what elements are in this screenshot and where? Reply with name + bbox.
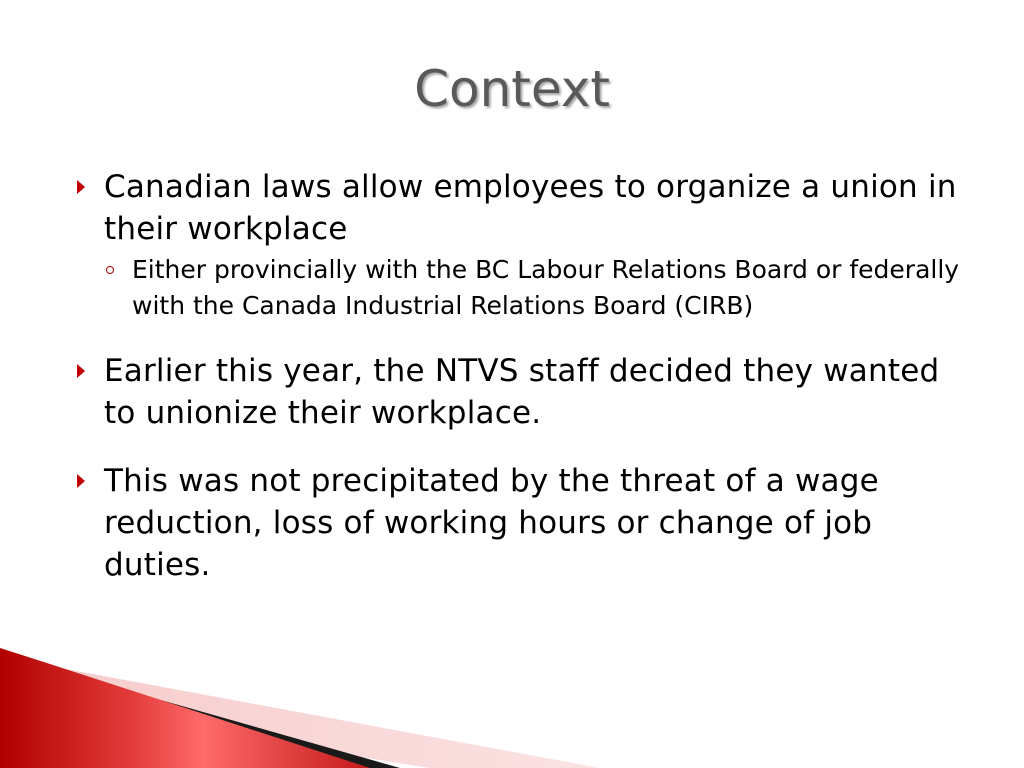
dark-band-shape: [0, 660, 400, 768]
triangle-bullet-icon: [77, 180, 85, 194]
sub-bullet-item: [104, 252, 964, 324]
sub-bullet-text: Either provincially with the BC Labour Relations Board or federally with the Canada Industrial Relations Board (CIRB): [132, 255, 960, 320]
circle-bullet-icon: [106, 266, 114, 274]
pink-band-shape: [0, 668, 600, 768]
triangle-bullet-icon: [77, 474, 85, 488]
slide-content: [74, 166, 964, 586]
red-swoosh-shape: [0, 648, 370, 768]
slide-title: Context: [414, 60, 610, 118]
bullet-text: Earlier this year, the NTVS staff decided they wanted to unionize their workplace.: [104, 353, 940, 431]
triangle-bullet-icon: [77, 364, 85, 378]
bullet-item: [74, 460, 964, 586]
bullet-item: [74, 350, 964, 434]
bullet-item: [74, 166, 964, 250]
bullet-text: Canadian laws allow employees to organize a union in their workplace: [104, 169, 957, 247]
bullet-text: This was not precipitated by the threat of a wage reduction, loss of working hours or change of job duties.: [104, 463, 879, 583]
